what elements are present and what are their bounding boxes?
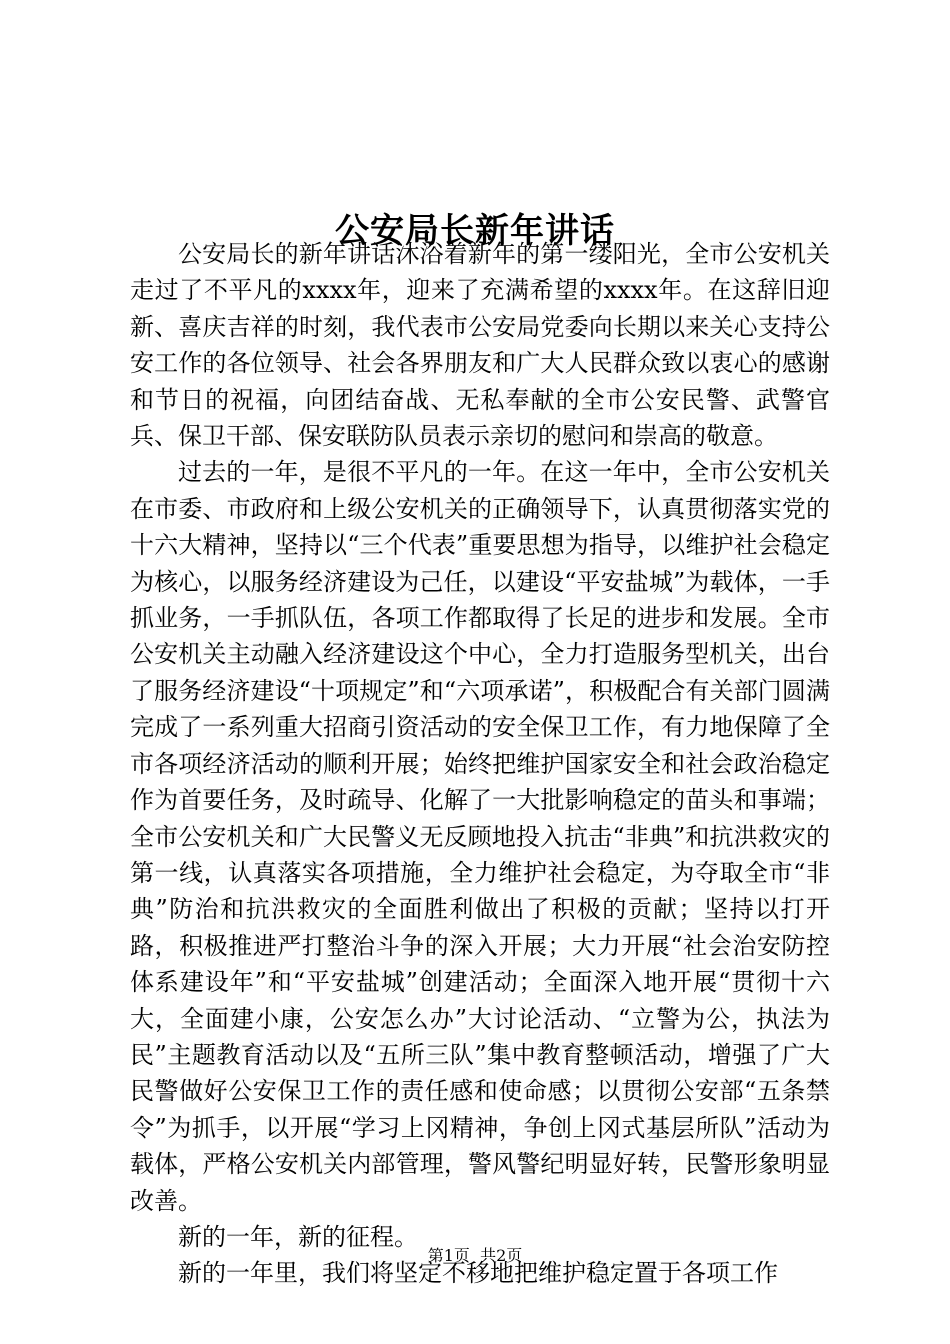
page-footer — [0, 1244, 950, 1268]
paragraph-4: 新的一年里，我们将坚定不移地把维护稳定置于各项工作 — [178, 1259, 778, 1288]
paragraph-1: 公安局长的新年讲话沐浴着新年的第一缕阳光，全市公安机关走过了不平凡的xxxx年，迎来了充满希望的xxxx年。在这辞旧迎新、喜庆吉祥的时刻，我代表市公安局党委向长期以来关心支持公安工作的各位领导、社会各界朋友和广大人民群众致以衷心的感谢和节日的祝福，向团结奋战、无私奉献的全市公安民警、武警官兵、保卫干部、保安联防队员表示亲切的慰问和崇高的敬意。 — [130, 240, 830, 451]
document-body — [130, 236, 830, 1292]
paragraph-3: 新的一年，新的征程。 — [178, 1222, 418, 1251]
paragraph-2: 过去的一年，是很不平凡的一年。在这一年中，全市公安机关在市委、市政府和上级公安机关的正确领导下，认真贯彻落实党的十六大精神，坚持以“三个代表”重要思想为指导，以维护社会稳定为核心，以服务经济建设为己任，以建设“平安盐城”为载体，一手抓业务，一手抓队伍，各项工作都取得了长足的进步和发展。全市公安机关主动融入经济建设这个中心，全力打造服务型机关，出台了服务经济建设“十项规定”和“六项承诺”，积极配合有关部门圆满完成了一系列重大招商引资活动的安全保卫工作，有力地保障了全市各项经济活动的顺利开展；始终把维护国家安全和社会政治稳定作为首要任务，及时疏导、化解了一大批影响稳定的苗头和事端；全市公安机关和广大民警义无反顾地投入抗击“非典”和抗洪救灾的第一线，认真落实各项措施，全力维护社会稳定，为夺取全市“非典”防治和抗洪救灾的全面胜利做出了积极的贡献；坚持以打开路，积极推进严打整治斗争的深入开展；大力开展“社会治安防控体系建设年”和“平安盐城”创建活动；全面深入地开展“贯彻十六大，全面建小康，公安怎么办”大讨论活动、“立警为公，执法为民”主题教育活动以及“五所三队”集中教育整顿活动，增强了广大民警做好公安保卫工作的责任感和使命感；以贯彻公安部“五条禁令”为抓手，以开展“学习上冈精神，争创上冈式基层所队”活动为载体，严格公安机关内部管理，警风警纪明显好转，民警形象明显改善。 — [130, 458, 830, 1215]
page-number: 第1页 共2页 — [427, 1246, 523, 1265]
document-title: 公安局长新年讲话 — [335, 210, 615, 251]
